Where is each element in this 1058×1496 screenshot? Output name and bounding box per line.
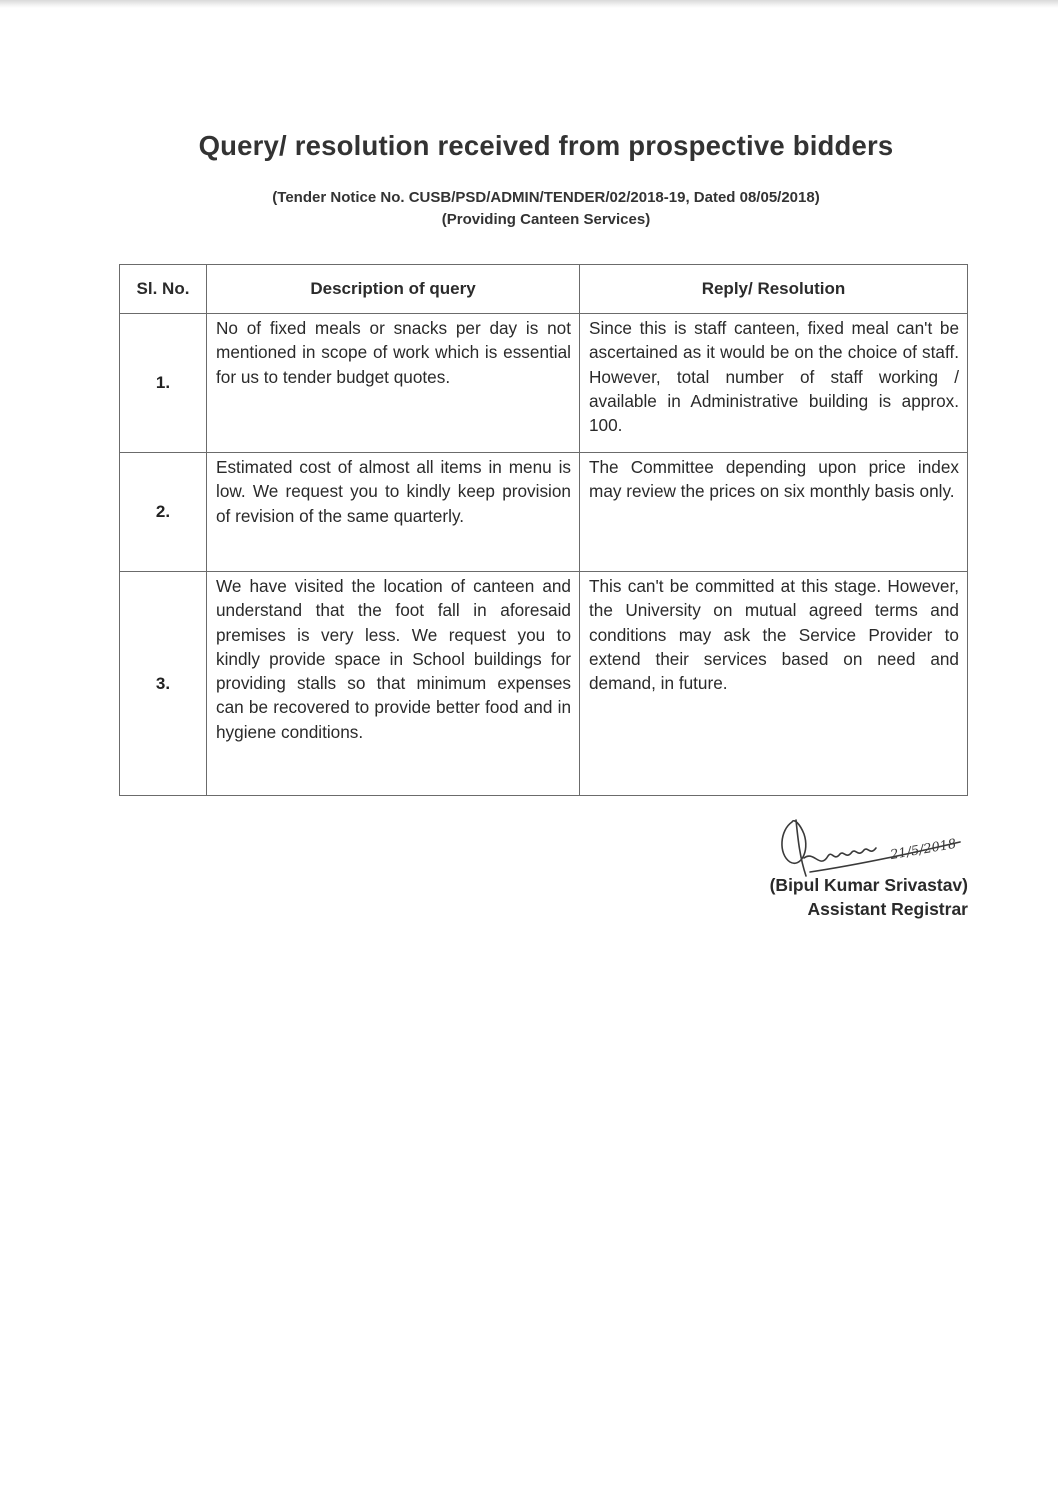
row-reply: Since this is staff canteen, fixed meal can't be ascertained as it would be on the choice of staff. However, total number of staff working / available in Administrative building is approx. 100. xyxy=(580,314,968,453)
scan-edge xyxy=(0,0,1058,8)
page-title: Query/ resolution received from prospective bidders xyxy=(198,130,894,161)
row-sl-no: 3. xyxy=(120,572,207,796)
row-query: Estimated cost of almost all items in menu is low. We request you to kindly keep provision of revision of the same quarterly. xyxy=(207,453,580,572)
row-query: We have visited the location of canteen and understand that the foot fall in aforesaid premises is very less. We request you to kindly provide space in School buildings for providing stalls so that minimum expenses can be recovered to provide better food and in hygiene conditions. xyxy=(207,572,580,796)
header-sl-no: Sl. No. xyxy=(120,265,207,314)
row-sl-no: 2. xyxy=(120,453,207,572)
signatory-name: (Bipul Kumar Srivastav) xyxy=(769,875,968,895)
table-header-row xyxy=(120,265,968,314)
header-description: Description of query xyxy=(207,265,580,314)
row-reply: The Committee depending upon price index may review the prices on six monthly basis only. xyxy=(580,453,968,572)
query-resolution-table xyxy=(119,264,968,796)
signatory-designation: Assistant Registrar xyxy=(807,899,968,919)
handwritten-date: 21/5/2018 xyxy=(889,836,958,864)
row-sl-no: 1. xyxy=(120,314,207,453)
row-reply: This can't be committed at this stage. However, the University on mutual agreed terms and conditions may ask the Service Provider to extend their services based on need and demand, in future. xyxy=(580,572,968,796)
table-row xyxy=(120,572,968,796)
header-reply: Reply/ Resolution xyxy=(580,265,968,314)
table-row xyxy=(120,314,968,453)
tender-notice-line: (Tender Notice No. CUSB/PSD/ADMIN/TENDER/02/2018-19, Dated 08/05/2018) xyxy=(272,189,820,206)
row-query: No of fixed meals or snacks per day is not mentioned in scope of work which is essential for us to tender budget quotes. xyxy=(207,314,580,453)
service-line: (Providing Canteen Services) xyxy=(441,211,651,228)
table-row xyxy=(120,453,968,572)
